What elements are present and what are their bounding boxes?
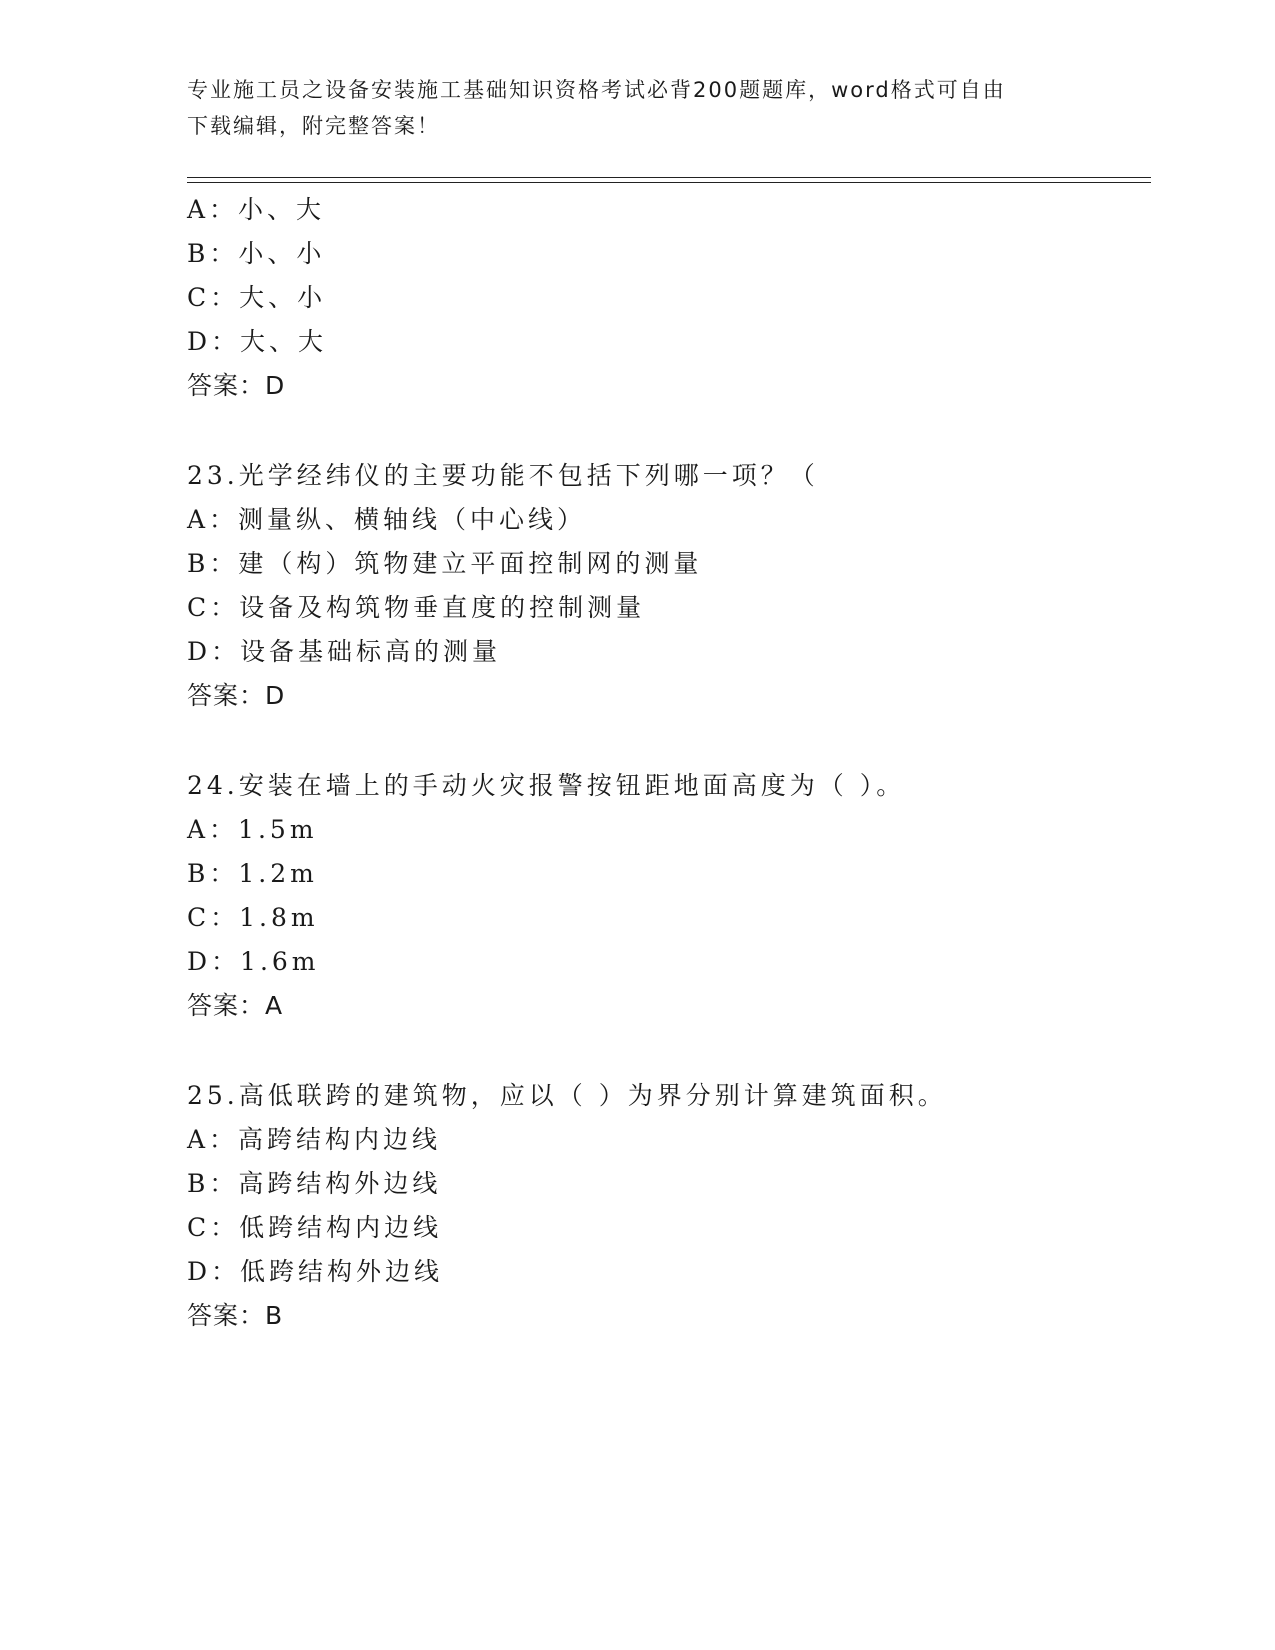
option-c: C：设备及构筑物垂直度的控制测量 (187, 593, 646, 622)
answer-line: 答案：A (187, 991, 284, 1020)
question-25: 25.高低联跨的建筑物，应以（ ）为界分别计算建筑面积。 (187, 1081, 947, 1110)
option-c: C：1.8m (187, 903, 319, 932)
option-b: B：1.2m (187, 859, 318, 888)
question-24: 24.安装在墙上的手动火灾报警按钮距地面高度为（ ）。 (187, 771, 906, 800)
option-a: A：高跨结构内边线 (187, 1125, 442, 1154)
header-divider-bottom (187, 182, 1151, 183)
header-divider-top (187, 177, 1151, 178)
option-b: B：建（构）筑物建立平面控制网的测量 (187, 549, 703, 578)
option-a: A：1.5m (187, 815, 318, 844)
header-title-line-1: 专业施工员之设备安装施工基础知识资格考试必背200题题库，word格式可自由 (187, 78, 1006, 102)
option-a: A：测量纵、横轴线（中心线） (187, 505, 587, 534)
document-header (187, 72, 1087, 144)
option-d: D：设备基础标高的测量 (187, 637, 502, 666)
option-d: D：低跨结构外边线 (187, 1257, 444, 1286)
question-23: 23.光学经纬仪的主要功能不包括下列哪一项？（ (187, 461, 819, 490)
option-c: C：大、小 (187, 283, 327, 312)
header-title-line-2: 下载编辑，附完整答案！ (187, 114, 440, 138)
option-a: A：小、大 (187, 195, 326, 224)
option-d: D：1.6m (187, 947, 320, 976)
option-b: B：高跨结构外边线 (187, 1169, 442, 1198)
option-d: D：大、大 (187, 327, 328, 356)
answer-line: 答案：D (187, 681, 286, 710)
answer-line: 答案：D (187, 371, 286, 400)
option-b: B：小、小 (187, 239, 326, 268)
answer-line: 答案：B (187, 1301, 284, 1330)
option-c: C：低跨结构内边线 (187, 1213, 443, 1242)
